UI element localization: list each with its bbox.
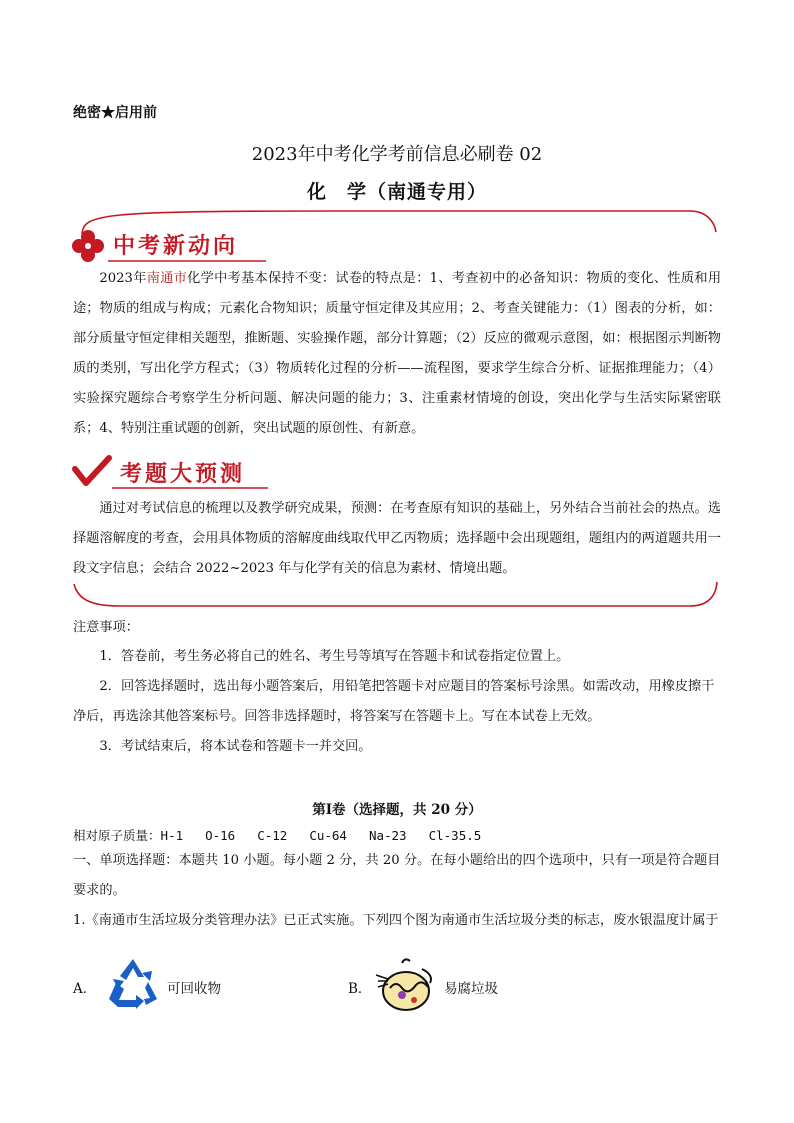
- exam-subject: 化 学（南通专用）: [306, 181, 487, 203]
- mass-h: H-1: [160, 828, 184, 843]
- prediction-paragraph: 通过对考试信息的梳理以及教学研究成果，预测：在考查原有知识的基础上，另外结合当前社会的热点。选择题溶解度的考查，会用具体物质的溶解度曲线取代甲乙丙物质；选择题中会出现题组，题组内的两道题共用一段文字信息；会结合 2022~2023 年与化学有关的信息为素材、情境出题。: [73, 501, 721, 576]
- option-b-letter: B．: [348, 981, 372, 997]
- atomic-masses-label: 相对原子质量：: [73, 828, 161, 843]
- prediction-heading: 考题大预测: [120, 462, 246, 487]
- exam-title: 2023年中考化学考前信息必刷卷 02: [251, 144, 543, 165]
- mass-cu: Cu-64: [309, 828, 347, 843]
- clover-icon: [70, 228, 106, 264]
- notice-item-2: 2．回答选择题时，选出每小题答案后，用铅笔把答题卡对应题目的答案标号涂黑。如需改动，用橡皮擦干净后，再选涂其他答案标号。回答非选择题时，将答案写在答题卡上。写在本试卷上无效。: [73, 679, 715, 724]
- trends-city: 南通市: [146, 271, 188, 286]
- mass-na: Na-23: [368, 828, 407, 843]
- trends-body: 化学中考基本保持不变：试卷的特点是：1、考查初中的必备知识：物质的变化、性质和用途；物质的组成与构成；元素化合物知识；质量守恒定律及其应用；2、考查关键能力：（1）图表的分析，如：部分质量守恒定律相关题型，推断题、实验操作题，部分计算题；（2）反应的微观示意图，如：根据图示判断物质的类别，写出化学方程式；（3）物质转化过程的分析——流程图，要求学生综合分析、证据推理能力；（4）实验探究题综合考察学生分析问题、解决问题的能力；3、注重素材情境的创设，突出化学与生活实际紧密联系；4、特别注重试题的创新，突出试题的原创性、有新意。: [73, 271, 722, 436]
- confidential-label: 绝密★启用前: [73, 105, 157, 121]
- option-a-letter: A．: [73, 981, 97, 997]
- recycle-icon: [104, 955, 162, 1013]
- heading-underline-2: [112, 485, 272, 491]
- trends-heading: 中考新动向: [113, 234, 239, 259]
- volume-heading: 第Ⅰ卷（选择题，共 20 分）: [312, 802, 482, 818]
- option-b-label: 易腐垃圾: [444, 981, 498, 997]
- checkmark-icon: [72, 455, 112, 489]
- trends-year: 2023年: [99, 271, 147, 286]
- mass-cl: Cl-35.5: [428, 828, 482, 843]
- notice-item-1: 1．答卷前，考生务必将自己的姓名、考生号等填写在答题卡和试卷指定位置上。: [99, 649, 570, 664]
- atomic-masses: [73, 826, 503, 844]
- trends-paragraph: [73, 264, 721, 444]
- option-a-label: 可回收物: [167, 981, 221, 997]
- notice-title: 注意事项：: [73, 620, 139, 635]
- food-waste-icon: [372, 955, 440, 1015]
- notice-item-3: 3．考试结束后，将本试卷和答题卡一并交回。: [99, 739, 372, 754]
- mass-o: O-16: [205, 828, 236, 843]
- question-1-stem: 1.《南通市生活垃圾分类管理办法》已正式实施。下列四个图为南通市生活垃圾分类的标志，废水银温度计属于: [73, 913, 719, 928]
- section-instruction: 一、单项选择题：本题共 10 小题。每小题 2 分，共 20 分。在每小题给出的四个选项中，只有一项是符合题目要求的。: [73, 853, 721, 898]
- mass-c: C-12: [257, 828, 288, 843]
